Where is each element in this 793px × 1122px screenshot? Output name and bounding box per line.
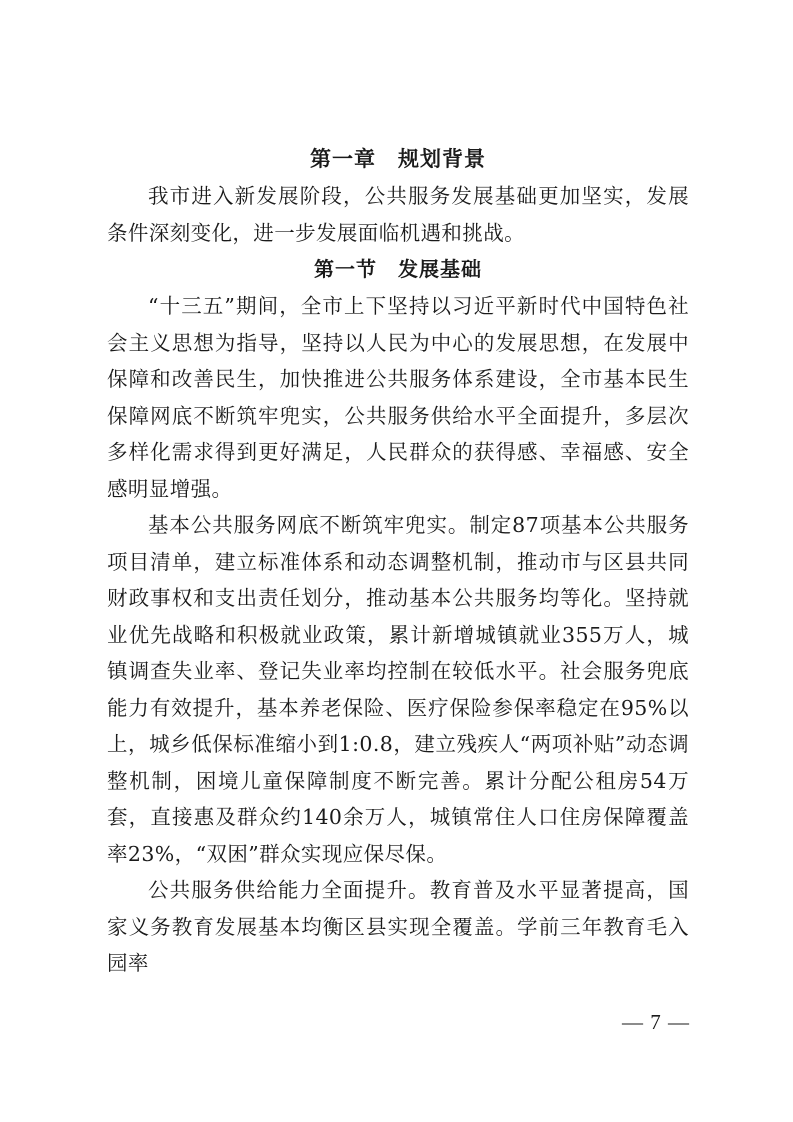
paragraph-service-capacity: 公共服务供给能力全面提升。教育普及水平显著提高，国家义务教育发展基本均衡区县实现全覆盖。学前三年教育毛入园率 xyxy=(107,878,689,975)
document-body xyxy=(107,140,689,982)
chapter-title: 第一章 规划背景 xyxy=(310,147,486,171)
chapter-intro-paragraph: 我市进入新发展阶段，公共服务发展基础更加坚实，发展条件深刻变化，进一步发展面临机遇和挑战。 xyxy=(107,184,689,245)
paragraph-overview: “十三五”期间，全市上下坚持以习近平新时代中国特色社会主义思想为指导，坚持以人民为中心的发展思想，在发展中保障和改善民生，加快推进公共服务体系建设，全市基本民生保障网底不断筑牢兜实，公共服务供给水平全面提升，多层次多样化需求得到更好满足，人民群众的获得感、幸福感、安全感明显增强。 xyxy=(107,294,689,501)
page-number: — 7 — xyxy=(622,1010,690,1034)
section-title: 第一节 发展基础 xyxy=(314,257,482,281)
paragraph-basic-services: 基本公共服务网底不断筑牢兜实。制定87项基本公共服务项目清单，建立标准体系和动态调整机制，推动市与区县共同财政事权和支出责任划分，推动基本公共服务均等化。坚持就业优先战略和积极就业政策，累计新增城镇就业355万人，城镇调查失业率、登记失业率均控制在较低水平。社会服务兜底能力有效提升，基本养老保险、医疗保险参保率稳定在95%以上，城乡低保标准缩小到1:0.8，建立残疾人“两项补贴”动态调整机制，困境儿童保障制度不断完善。累计分配公租房54万套，直接惠及群众约140余万人，城镇常住人口住房保障覆盖率23%，“双困”群众实现应保尽保。 xyxy=(107,513,689,866)
